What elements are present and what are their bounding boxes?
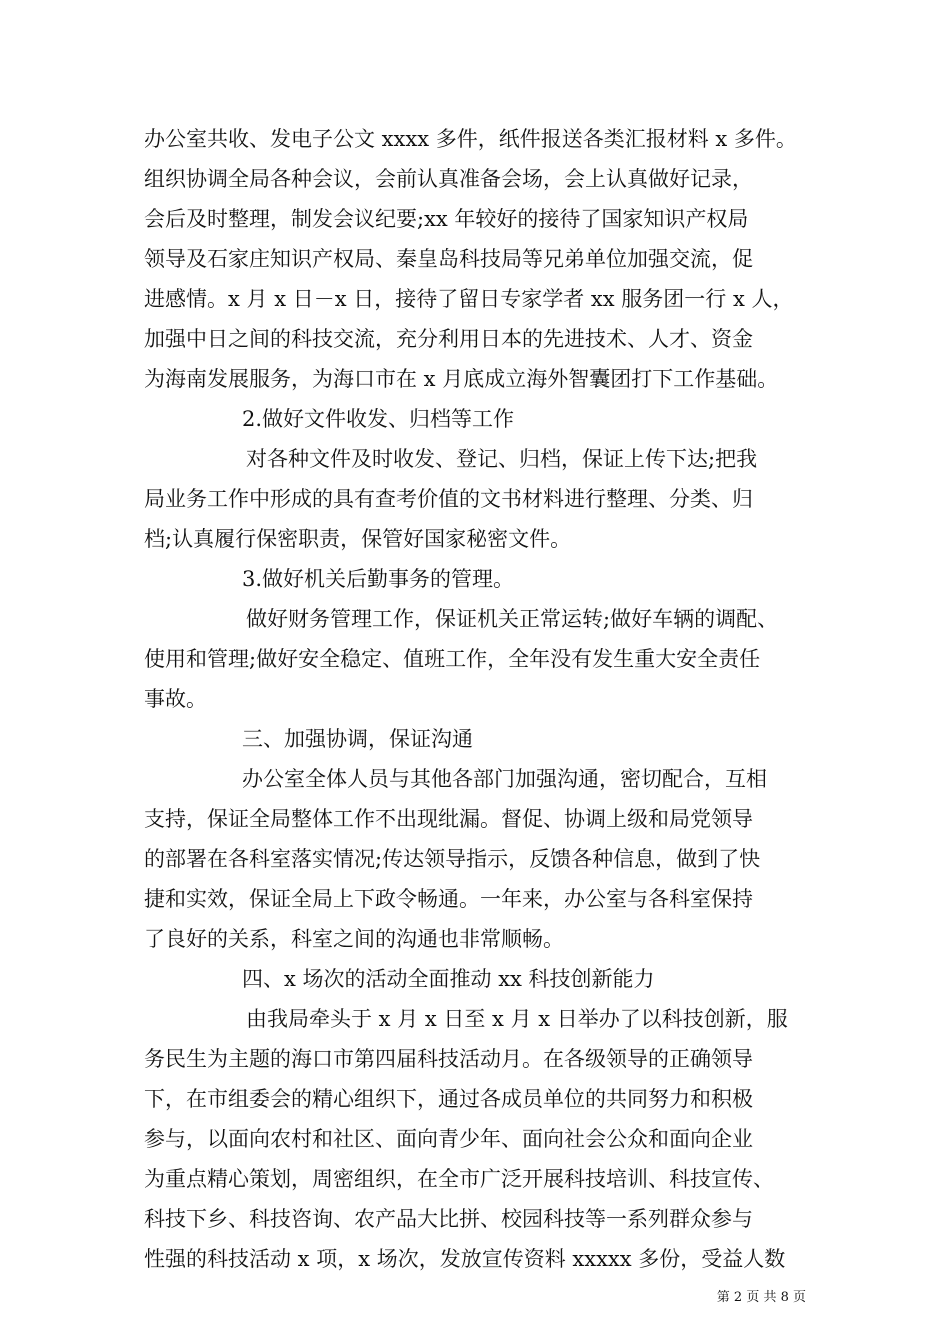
page-number-footer: 第 2 页 共 8 页 bbox=[716, 1290, 806, 1305]
paragraph-first-line: 对各种文件及时收发、登记、归档，保证上传下达;把我 bbox=[246, 447, 758, 471]
body-line: 支持，保证全局整体工作不出现纰漏。督促、协调上级和局党领导 bbox=[144, 807, 753, 831]
body-line: 办公室共收、发电子公文 xxxx 多件，纸件报送各类汇报材料 x 多件。 bbox=[144, 127, 797, 151]
body-line: 事故。 bbox=[144, 687, 207, 711]
body-line: 性强的科技活动 x 项，x 场次，发放宣传资料 xxxxx 多份，受益人数 bbox=[144, 1247, 786, 1271]
body-line: 局业务工作中形成的具有查考价值的文书材料进行整理、分类、归 bbox=[144, 487, 753, 511]
body-line: 进感情。x 月 x 日－x 日，接待了留日专家学者 xx 服务团一行 x 人， bbox=[144, 287, 794, 311]
body-line: 加强中日之间的科技交流，充分利用日本的先进技术、人才、资金 bbox=[144, 327, 753, 351]
section-heading: 3.做好机关后勤事务的管理。 bbox=[242, 567, 515, 591]
section-heading: 2.做好文件收发、归档等工作 bbox=[242, 407, 515, 431]
body-line: 会后及时整理，制发会议纪要;xx 年较好的接待了国家知识产权局 bbox=[144, 207, 749, 231]
body-line: 组织协调全局各种会议，会前认真准备会场，会上认真做好记录， bbox=[144, 167, 753, 191]
body-line: 为海南发展服务，为海口市在 x 月底成立海外智囊团打下工作基础。 bbox=[144, 367, 779, 391]
paragraph-first-line: 由我局牵头于 x 月 x 日至 x 月 x 日举办了以科技创新，服 bbox=[246, 1007, 788, 1031]
body-line: 领导及石家庄知识产权局、秦皇岛科技局等兄弟单位加强交流，促 bbox=[144, 247, 753, 271]
body-line: 档;认真履行保密职责，保管好国家秘密文件。 bbox=[144, 527, 572, 551]
body-line: 为重点精心策划，周密组织，在全市广泛开展科技培训、科技宣传、 bbox=[144, 1167, 774, 1191]
body-line: 下，在市组委会的精心组织下，通过各成员单位的共同努力和积极 bbox=[144, 1087, 753, 1111]
body-line: 科技下乡、科技咨询、农产品大比拼、校园科技等一系列群众参与 bbox=[144, 1207, 753, 1231]
body-line: 的部署在各科室落实情况;传达领导指示，反馈各种信息，做到了快 bbox=[144, 847, 761, 871]
body-line: 使用和管理;做好安全稳定、值班工作，全年没有发生重大安全责任 bbox=[144, 647, 761, 671]
body-line: 捷和实效，保证全局上下政令畅通。一年来，办公室与各科室保持 bbox=[144, 887, 753, 911]
paragraph-first-line: 办公室全体人员与其他各部门加强沟通，密切配合，互相 bbox=[242, 767, 767, 791]
body-line: 了良好的关系，科室之间的沟通也非常顺畅。 bbox=[144, 927, 564, 951]
paragraph-first-line: 做好财务管理工作，保证机关正常运转;做好车辆的调配、 bbox=[246, 607, 779, 631]
section-heading: 三、加强协调，保证沟通 bbox=[242, 727, 473, 751]
body-line: 务民生为主题的海口市第四届科技活动月。在各级领导的正确领导 bbox=[144, 1047, 753, 1071]
section-heading: 四、x 场次的活动全面推动 xx 科技创新能力 bbox=[242, 967, 655, 991]
body-line: 参与，以面向农村和社区、面向青少年、面向社会公众和面向企业 bbox=[144, 1127, 753, 1151]
document-body bbox=[144, 119, 820, 1279]
